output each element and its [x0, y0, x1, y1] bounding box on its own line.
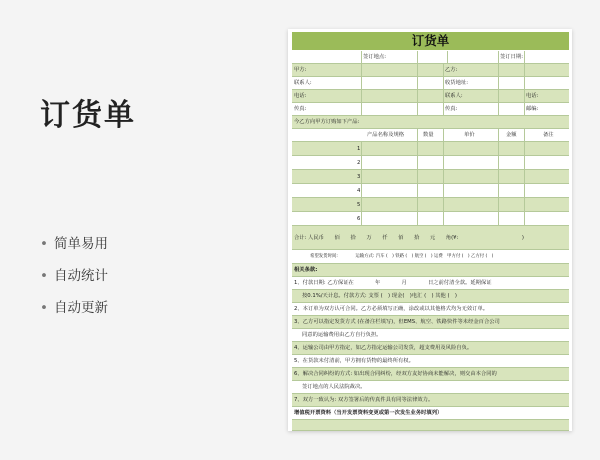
invoice-info-title: 增值税开票资料（当开发票资料变更或第一次发生业务时填列）	[292, 407, 569, 420]
term-line: 4、运输公司由甲方指定，如乙方指定运输公司发货，超支费用及风险自负。	[292, 342, 569, 355]
form-row-fax	[292, 103, 569, 116]
col-name: 产品名称及规格	[367, 132, 405, 138]
term-line: 签订地点的人民法院裁决。	[292, 381, 569, 394]
contact2-label: 联系人:	[445, 93, 463, 99]
order-form-preview	[288, 29, 572, 431]
term-line	[292, 420, 569, 431]
product-row: 5	[292, 198, 569, 212]
form-row-party	[292, 64, 569, 77]
phone2-label: 电话:	[526, 93, 539, 99]
col-note: 备注	[543, 132, 554, 138]
shipping-row	[292, 250, 569, 264]
term-line: 1、付款日期: 乙方保证在 年 月 日之前付清全款。延期保证	[292, 277, 569, 290]
bullet-icon: •	[40, 236, 48, 252]
signing-place-label: 签订地点:	[363, 54, 386, 60]
product-row: 3	[292, 170, 569, 184]
total-row	[292, 226, 569, 250]
term-line: 3、乙方可以指定发货方式 (在备注栏填写)，但EMS、航空、铁路快件等未经金百合公司	[292, 316, 569, 329]
feature-item: • 自动更新	[40, 300, 108, 316]
term-line: 5、在货款未付清前，甲方拥有货物的最终所有权。	[292, 355, 569, 368]
form-row-contact	[292, 77, 569, 90]
bullet-icon: •	[40, 268, 48, 284]
terms-title-row	[292, 264, 569, 277]
col-amount: 金额	[506, 132, 517, 138]
term-line: 6、解决合同纠纷的方式: 如出现合同纠纷，经双方友好协商未能解决，则交由本合同的	[292, 368, 569, 381]
email-label: 邮编:	[526, 106, 539, 112]
feature-list	[40, 234, 108, 330]
form-intro-row	[292, 116, 569, 129]
form-row-signing	[292, 51, 569, 64]
signing-date-label: 签订日期:	[500, 54, 523, 60]
col-qty: 数量	[423, 132, 434, 138]
fax2-label: 传真:	[445, 106, 458, 112]
product-row: 2	[292, 156, 569, 170]
term-line: 7、双方一致认为: 双方签署后的传真件具有同等法律效力。	[292, 394, 569, 407]
form-row-phone	[292, 90, 569, 103]
receive-addr-label: 收货地址:	[445, 80, 468, 86]
col-price: 单价	[464, 132, 475, 138]
phone-label: 电话:	[294, 93, 307, 99]
bullet-icon: •	[40, 300, 48, 316]
term-line: 2、本订单为双方认可合同。乙方必须填写正确，涂改或以其他格式均为无效订单。	[292, 303, 569, 316]
product-row: 4	[292, 184, 569, 198]
page-title: 订货单	[40, 98, 136, 133]
total-text: 合计: 人民币 佰 拾 万 仟 佰 拾 元 角(¥: )	[294, 235, 524, 241]
product-table-header	[292, 129, 569, 142]
product-row: 1	[292, 142, 569, 156]
terms-title: 相关条款:	[294, 267, 318, 273]
party-a-label: 甲方:	[294, 67, 307, 73]
product-row: 6	[292, 212, 569, 226]
feature-item: • 简单易用	[40, 236, 108, 252]
form-intro: 今乙方向甲方订购如下产品:	[294, 119, 360, 125]
party-b-label: 乙方:	[445, 67, 458, 73]
term-line: 同意的运输费用由乙方自行负担。	[292, 329, 569, 342]
feature-item: • 自动统计	[40, 268, 108, 284]
contact-label: 联系人:	[294, 80, 312, 86]
fax-label: 传真:	[294, 106, 307, 112]
form-title: 订货单	[292, 32, 569, 50]
shipping-text: 希望发货时间: 运输方式: 汽车 ( ) 铁路 ( ) 航空 ( ) 运费 甲方付 ( ) 乙方付 ( )	[310, 254, 494, 259]
term-line: 按0.1%/天计息。付款方式: 支票 ( ) 现金( )电汇 ( ) 其他 ( )	[292, 290, 569, 303]
